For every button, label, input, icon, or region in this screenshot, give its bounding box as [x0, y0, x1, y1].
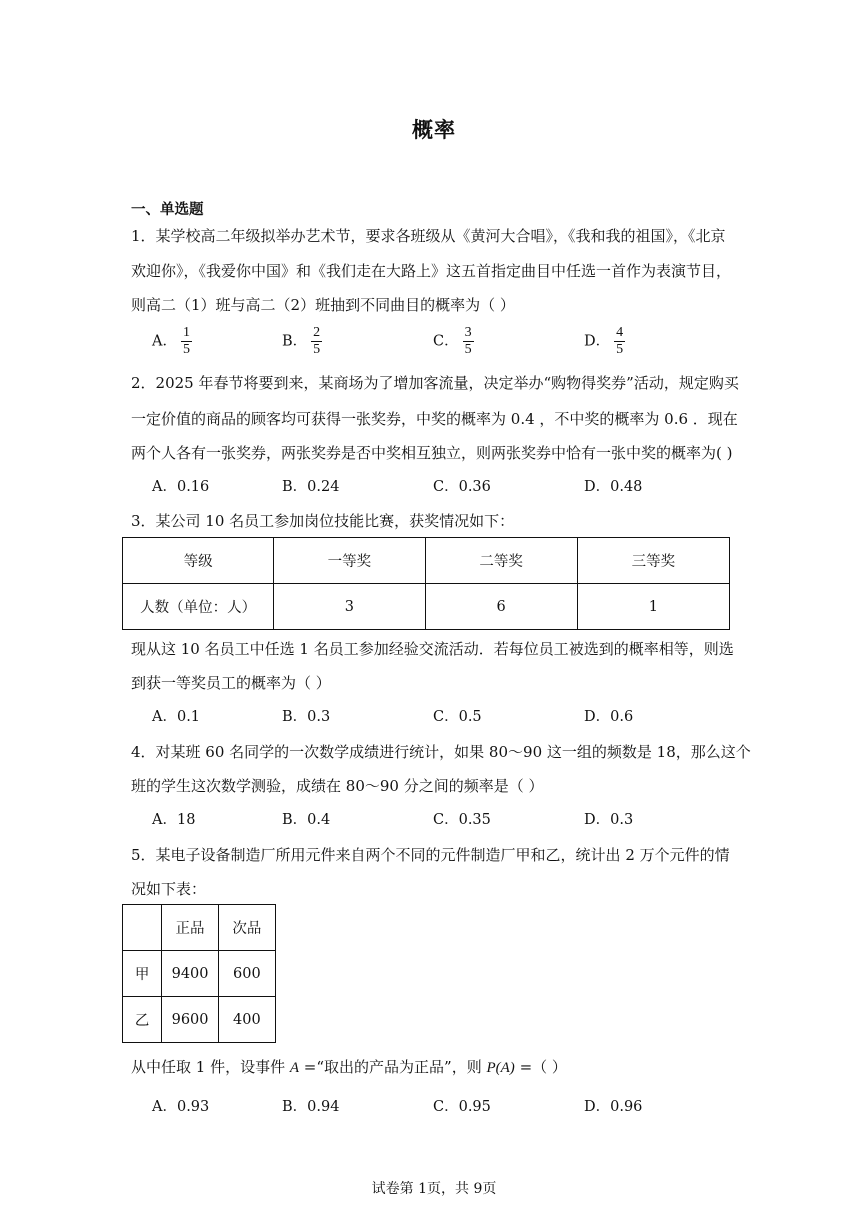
q1-option-b[interactable]: B． $\frac{2}{5}$	[282, 325, 321, 357]
table-cell: 乙	[123, 997, 162, 1043]
q3-option-b[interactable]: B．0.3	[282, 709, 331, 725]
q3-line-3: 到获一等奖员工的概率为（ ）	[131, 674, 331, 692]
fraction: $\frac{4}{5}$	[616, 325, 624, 357]
fraction: $\frac{2}{5}$	[313, 325, 321, 357]
page-footer: 试卷第 1页，共 9页	[371, 1181, 497, 1197]
table-row	[123, 584, 730, 630]
table-cell: 6	[425, 584, 577, 630]
q2-line-2: 一定价值的商品的顾客均可获得一张奖券，中奖的概率为 0.4 ，不中奖的概率为 0.6 ．现在	[131, 410, 738, 428]
fraction: $\frac{1}{5}$	[182, 325, 190, 357]
section-heading: 一、单选题	[131, 202, 204, 218]
q2-option-c[interactable]: C．0.36	[433, 479, 491, 495]
probability-expression: P(A)	[486, 1060, 515, 1076]
table-cell: 二等奖	[425, 538, 577, 584]
fraction: $\frac{3}{5}$	[464, 325, 472, 357]
q3-option-c[interactable]: C．0.5	[433, 709, 482, 725]
q2-option-a[interactable]: A．0.16	[152, 479, 210, 495]
q5-line-1: 5．某电子设备制造厂所用元件来自两个不同的元件制造厂甲和乙，统计出 2 万个元件的情	[131, 846, 730, 864]
q1-option-a[interactable]: A． $\frac{1}{5}$	[152, 325, 190, 357]
table-cell: 正品	[162, 905, 218, 951]
q5-option-a[interactable]: A．0.93	[152, 1099, 210, 1115]
q5-option-b[interactable]: B．0.94	[282, 1099, 340, 1115]
table-row	[123, 997, 276, 1043]
q3-line-2: 现从这 10 名员工中任选 1 名员工参加经验交流活动．若每位员工被选到的概率相等，则选	[131, 640, 734, 658]
q3-option-d[interactable]: D．0.6	[584, 709, 634, 725]
table-cell	[123, 905, 162, 951]
q5-option-d[interactable]: D．0.96	[584, 1099, 643, 1115]
q2-line-3: 两个人各有一张奖券，两张奖券是否中奖相互独立，则两张奖券中恰有一张中奖的概率为( )	[131, 444, 733, 462]
q1-line-1: 1．某学校高二年级拟举办艺术节，要求各班级从《黄河大合唱》，《我和我的祖国》，《北京	[131, 227, 726, 245]
q1-line-3: 则高二（1）班与高二（2）班抽到不同曲目的概率为（ ）	[131, 296, 515, 314]
q4-option-c[interactable]: C．0.35	[433, 812, 491, 828]
table-cell: 400	[218, 997, 275, 1043]
table-row	[123, 905, 276, 951]
q5-option-c[interactable]: C．0.95	[433, 1099, 491, 1115]
q3-line-1: 3．某公司 10 名员工参加岗位技能比赛，获奖情况如下：	[131, 512, 515, 530]
q2-line-1: 2．2025 年春节将要到来，某商场为了增加客流量，决定举办“购物得奖券”活动，规定购买	[131, 374, 739, 392]
q4-line-1: 4．对某班 60 名同学的一次数学成绩进行统计，如果 80～90 这一组的频数是 18，那么这个	[131, 743, 751, 761]
table-cell: 3	[274, 584, 425, 630]
table-cell: 9400	[162, 951, 218, 997]
q5-line-3: 从中任取 1 件，设事件 A =“取出的产品为正品”，则 P(A) =（ ）	[131, 1058, 567, 1076]
q3-option-a[interactable]: A．0.1	[152, 709, 201, 725]
q4-line-2: 班的学生这次数学测验，成绩在 80～90 分之间的频率是（ ）	[131, 777, 544, 795]
q2-option-b[interactable]: B．0.24	[282, 479, 340, 495]
q1-line-2: 欢迎你》，《我爱你中国》和《我们走在大路上》这五首指定曲目中任选一首作为表演节目，	[131, 262, 732, 280]
event-variable: A	[289, 1060, 300, 1076]
table-row	[123, 538, 730, 584]
q4-option-a[interactable]: A．18	[152, 812, 196, 828]
q1-option-d[interactable]: D． $\frac{4}{5}$	[584, 325, 624, 357]
q5-line-2: 况如下表：	[131, 880, 207, 898]
table-cell: 600	[218, 951, 275, 997]
q4-option-d[interactable]: D．0.3	[584, 812, 634, 828]
table-cell: 甲	[123, 951, 162, 997]
q3-award-table	[122, 537, 730, 630]
table-cell: 三等奖	[577, 538, 729, 584]
table-cell: 一等奖	[274, 538, 425, 584]
table-cell: 人数（单位：人）	[123, 584, 274, 630]
table-cell: 1	[577, 584, 729, 630]
q1-option-c[interactable]: C． $\frac{3}{5}$	[433, 325, 472, 357]
table-row	[123, 951, 276, 997]
q4-option-b[interactable]: B．0.4	[282, 812, 331, 828]
q5-product-table	[122, 904, 276, 1043]
page-title: 概率	[412, 118, 456, 142]
table-cell: 等级	[123, 538, 274, 584]
table-cell: 9600	[162, 997, 218, 1043]
table-cell: 次品	[218, 905, 275, 951]
q2-option-d[interactable]: D．0.48	[584, 479, 643, 495]
